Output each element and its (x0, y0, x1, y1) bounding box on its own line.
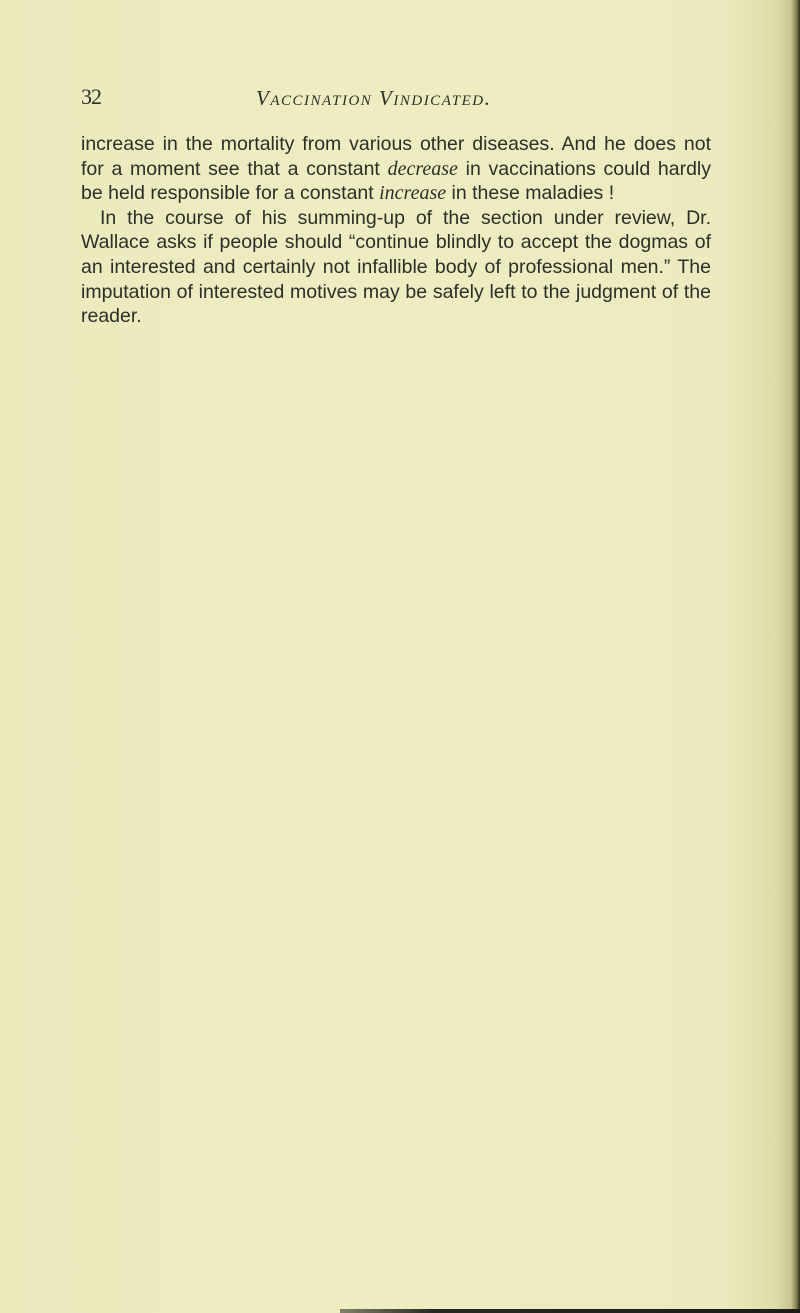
paragraph-1-segment-1: increase in the mortality from various other diseases. And he does not for a moment see that a constant (81, 133, 711, 180)
page-header (0, 84, 800, 114)
paragraph-1 (81, 132, 711, 206)
emphasis-decrease: decrease (387, 157, 458, 180)
bottom-edge-line (340, 1309, 800, 1313)
paragraph-1-segment-2: in vaccinations could hardly be held responsible for a constant (81, 157, 711, 205)
body-text (81, 132, 711, 329)
running-title: Vaccination Vindicated. (256, 86, 492, 110)
emphasis-increase: increase (379, 182, 447, 205)
paragraph-2: In the course of his summing-up of the section under review, Dr. Wallace asks if people should “continue blindly to accept the dogmas of an interested and certainly not infallible body of professional men.” The imputation of interested motives may be safely left to the judgment of the reader. (81, 206, 711, 328)
paragraph-1-segment-3: in these maladies ! (446, 182, 615, 205)
page-edge-shadow (791, 0, 800, 1313)
page-number: 32 (81, 84, 101, 109)
